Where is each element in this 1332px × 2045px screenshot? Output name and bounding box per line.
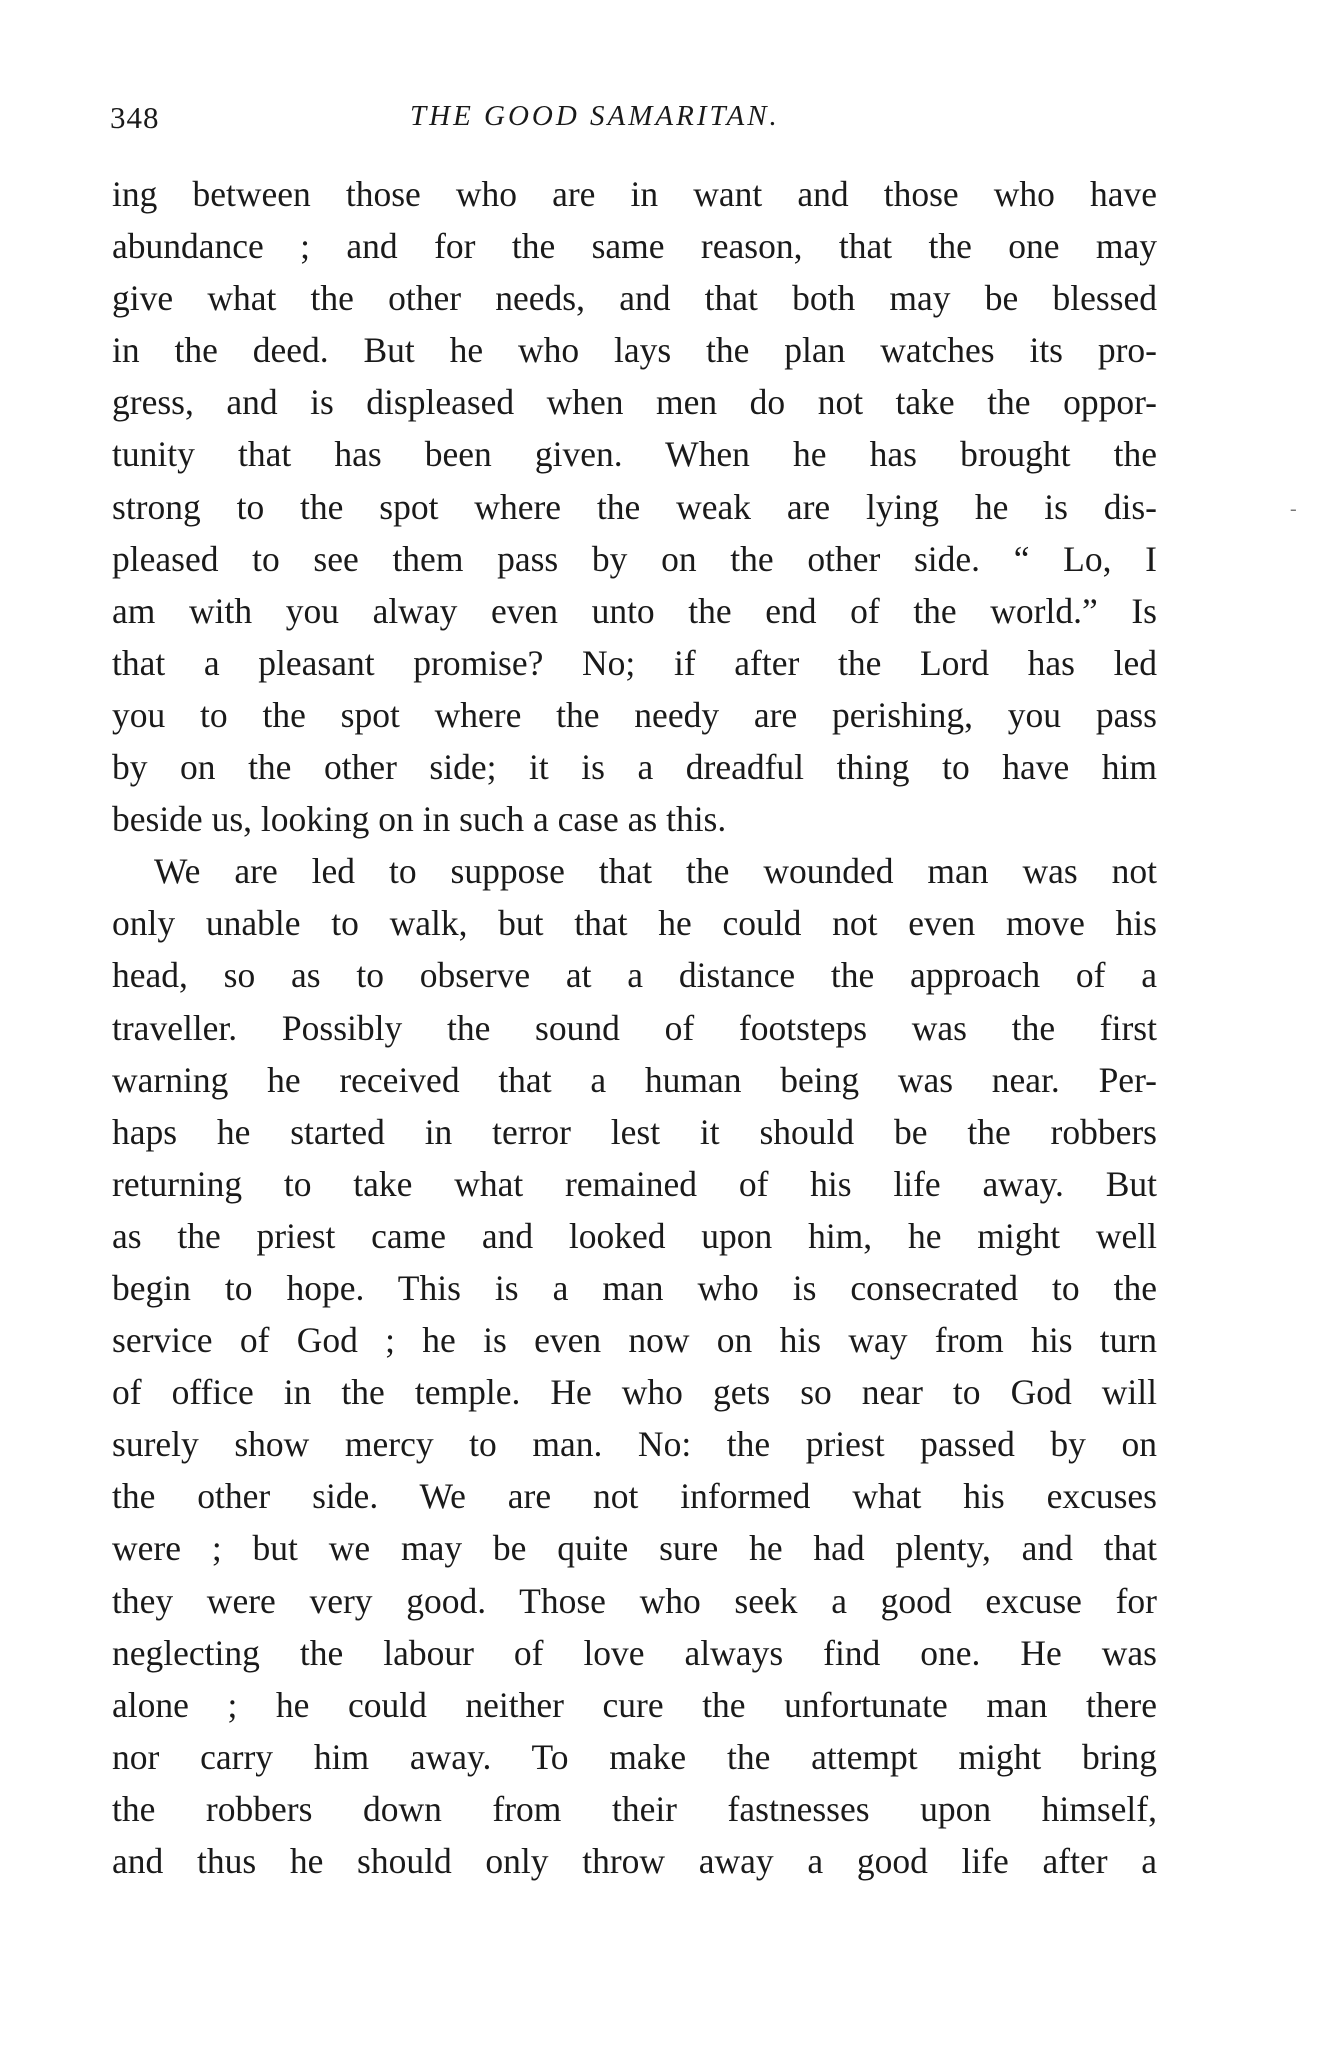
paragraph-1 xyxy=(112,168,1157,845)
text-line: the robbers down from their fastnesses upon himself, xyxy=(112,1788,1157,1829)
text-line: gress, and is displeased when men do not take the oppor- xyxy=(112,382,1157,423)
text-line: beside us, looking on in such a case as this. xyxy=(112,799,727,840)
text-line: were ; but we may be quite sure he had plenty, and that xyxy=(112,1528,1157,1569)
page-number: 348 xyxy=(110,100,160,135)
text-line: of office in the temple. He who gets so near to God will xyxy=(112,1372,1157,1413)
text-line: neglecting the labour of love always find one. He was xyxy=(112,1632,1157,1673)
text-line: We are led to suppose that the wounded man was not xyxy=(154,851,1157,892)
text-line: alone ; he could neither cure the unfortunate man there xyxy=(112,1684,1157,1725)
text-line: begin to hope. This is a man who is consecrated to the xyxy=(112,1267,1157,1308)
text-line: traveller. Possibly the sound of footsteps was the first xyxy=(112,1007,1157,1048)
scan-speck: - xyxy=(1290,498,1297,520)
text-line: tunity that has been given. When he has brought the xyxy=(112,434,1157,475)
paragraph-2 xyxy=(112,845,1157,1887)
text-line: pleased to see them pass by on the other side. “ Lo, I xyxy=(112,538,1157,579)
text-line: give what the other needs, and that both may be blessed xyxy=(112,278,1157,319)
text-line: as the priest came and looked upon him, he might well xyxy=(112,1215,1157,1256)
text-line: returning to take what remained of his life away. But xyxy=(112,1163,1157,1204)
text-line: surely show mercy to man. No: the priest passed by on xyxy=(112,1424,1157,1465)
text-line: that a pleasant promise? No; if after the Lord has led xyxy=(112,642,1157,683)
text-line: only unable to walk, but that he could not even move his xyxy=(112,903,1157,944)
text-line: the other side. We are not informed what his excuses xyxy=(112,1476,1157,1517)
text-line: abundance ; and for the same reason, that the one may xyxy=(112,226,1157,267)
text-line: and thus he should only throw away a good life after a xyxy=(112,1841,1157,1881)
text-line: haps he started in terror lest it should be the robbers xyxy=(112,1111,1157,1152)
text-line: am with you alway even unto the end of the world.” Is xyxy=(112,590,1157,631)
text-line: strong to the spot where the weak are lying he is dis- xyxy=(112,486,1157,527)
text-line: ing between those who are in want and those who have xyxy=(112,174,1157,214)
text-line: they were very good. Those who seek a good excuse for xyxy=(112,1580,1157,1621)
text-line: service of God ; he is even now on his way from his turn xyxy=(112,1320,1157,1361)
text-line: by on the other side; it is a dreadful thing to have him xyxy=(112,747,1157,788)
body-text xyxy=(112,168,1157,1887)
text-line: in the deed. But he who lays the plan watches its pro- xyxy=(112,330,1157,371)
text-line: head, so as to observe at a distance the approach of a xyxy=(112,955,1157,996)
text-line: you to the spot where the needy are perishing, you pass xyxy=(112,694,1157,735)
text-line: warning he received that a human being was near. Per- xyxy=(112,1059,1157,1100)
running-title: THE GOOD SAMARITAN. xyxy=(410,100,780,132)
page-header xyxy=(110,100,1160,142)
text-line: nor carry him away. To make the attempt might bring xyxy=(112,1736,1157,1777)
